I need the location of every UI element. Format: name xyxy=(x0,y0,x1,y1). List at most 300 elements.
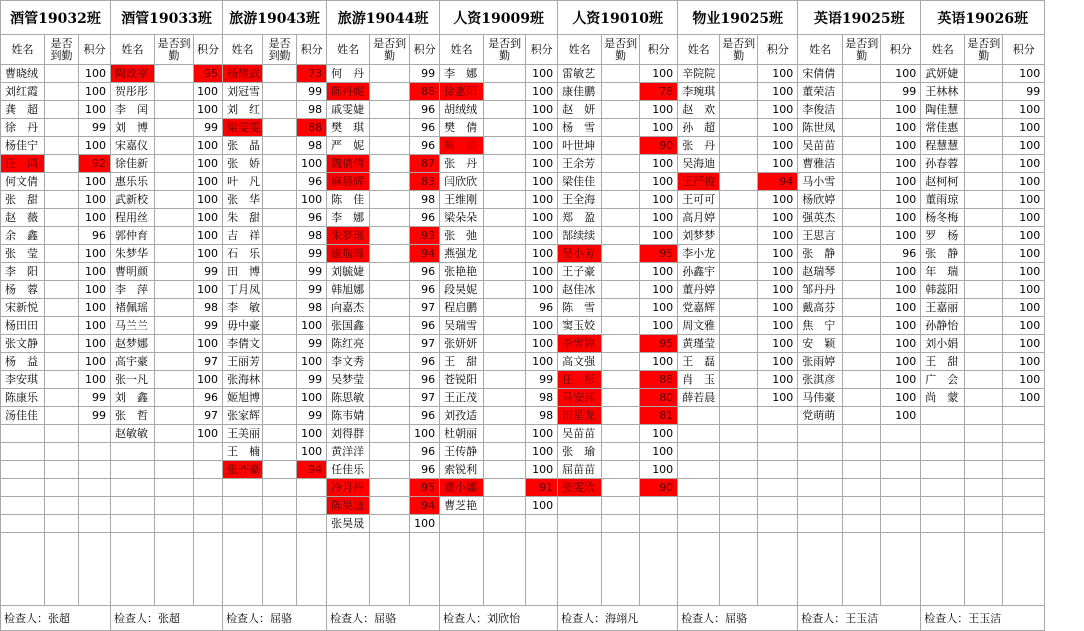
student-name[interactable]: 赵 欢 xyxy=(678,101,720,119)
score-cell[interactable]: 94 xyxy=(410,245,440,263)
student-name[interactable]: 梁雯雯 xyxy=(223,119,263,137)
score-cell[interactable]: 100 xyxy=(758,191,798,209)
student-name[interactable]: 刘得群 xyxy=(327,425,370,443)
score-cell[interactable]: 100 xyxy=(79,83,111,101)
attendance-cell[interactable] xyxy=(263,101,297,119)
student-name[interactable] xyxy=(1,479,45,497)
student-name[interactable]: 刘小娟 xyxy=(921,335,965,353)
score-cell[interactable]: 96 xyxy=(410,317,440,335)
score-cell[interactable]: 100 xyxy=(526,155,558,173)
score-cell[interactable]: 96 xyxy=(79,227,111,245)
attendance-cell[interactable] xyxy=(965,335,1003,353)
score-cell[interactable]: 100 xyxy=(194,281,223,299)
score-cell[interactable]: 99 xyxy=(297,407,327,425)
score-cell[interactable]: 98 xyxy=(194,299,223,317)
student-name[interactable] xyxy=(921,479,965,497)
score-cell[interactable] xyxy=(297,479,327,497)
attendance-cell[interactable] xyxy=(45,263,79,281)
attendance-cell[interactable] xyxy=(155,479,194,497)
score-cell[interactable]: 100 xyxy=(79,299,111,317)
student-name[interactable]: 李小龙 xyxy=(678,245,720,263)
attendance-cell[interactable] xyxy=(720,353,758,371)
student-name[interactable]: 宋嘉仪 xyxy=(111,137,155,155)
student-name[interactable]: 李 闰 xyxy=(111,101,155,119)
attendance-cell[interactable] xyxy=(45,119,79,137)
score-cell[interactable]: 100 xyxy=(1003,263,1045,281)
student-name[interactable]: 向嘉杰 xyxy=(327,299,370,317)
attendance-cell[interactable] xyxy=(602,209,640,227)
score-cell[interactable]: 100 xyxy=(194,191,223,209)
score-cell[interactable]: 100 xyxy=(526,263,558,281)
student-name[interactable] xyxy=(111,479,155,497)
student-name[interactable]: 张 娇 xyxy=(223,155,263,173)
attendance-cell[interactable] xyxy=(965,461,1003,479)
attendance-cell[interactable] xyxy=(45,83,79,101)
attendance-cell[interactable] xyxy=(484,317,526,335)
attendance-cell[interactable] xyxy=(484,155,526,173)
attendance-cell[interactable] xyxy=(720,263,758,281)
student-name[interactable]: 吴瑞雪 xyxy=(440,317,484,335)
attendance-cell[interactable] xyxy=(843,299,881,317)
attendance-cell[interactable] xyxy=(602,497,640,515)
attendance-cell[interactable] xyxy=(263,263,297,281)
student-name[interactable] xyxy=(111,515,155,533)
student-name[interactable]: 刘毓婕 xyxy=(327,263,370,281)
attendance-cell[interactable] xyxy=(155,227,194,245)
attendance-cell[interactable] xyxy=(155,461,194,479)
student-name[interactable]: 韩蕊阳 xyxy=(921,281,965,299)
attendance-cell[interactable] xyxy=(263,461,297,479)
student-name[interactable]: 高宇豪 xyxy=(111,353,155,371)
student-name[interactable] xyxy=(223,479,263,497)
score-cell[interactable] xyxy=(758,407,798,425)
score-cell[interactable]: 97 xyxy=(410,389,440,407)
score-cell[interactable]: 100 xyxy=(1003,137,1045,155)
student-name[interactable]: 赵瑞琴 xyxy=(798,263,843,281)
attendance-cell[interactable] xyxy=(720,299,758,317)
student-name[interactable]: 张 华 xyxy=(223,191,263,209)
score-cell[interactable] xyxy=(640,515,678,533)
attendance-cell[interactable] xyxy=(263,137,297,155)
attendance-cell[interactable] xyxy=(263,389,297,407)
attendance-cell[interactable] xyxy=(965,227,1003,245)
student-name[interactable] xyxy=(798,515,843,533)
student-name[interactable]: 孙静怡 xyxy=(921,317,965,335)
student-name[interactable]: 李俊洁 xyxy=(798,101,843,119)
student-name[interactable]: 吉 祥 xyxy=(223,227,263,245)
student-name[interactable]: 马兰兰 xyxy=(111,317,155,335)
attendance-cell[interactable] xyxy=(965,245,1003,263)
attendance-cell[interactable] xyxy=(484,497,526,515)
attendance-cell[interactable] xyxy=(720,389,758,407)
attendance-cell[interactable] xyxy=(45,173,79,191)
score-cell[interactable]: 100 xyxy=(881,173,921,191)
attendance-cell[interactable] xyxy=(155,497,194,515)
student-name[interactable]: 胡绒绒 xyxy=(440,101,484,119)
score-cell[interactable]: 100 xyxy=(758,317,798,335)
attendance-cell[interactable] xyxy=(602,83,640,101)
score-cell[interactable]: 88 xyxy=(410,83,440,101)
student-name[interactable] xyxy=(223,497,263,515)
attendance-cell[interactable] xyxy=(370,227,410,245)
score-cell[interactable]: 100 xyxy=(881,227,921,245)
attendance-cell[interactable] xyxy=(602,317,640,335)
score-cell[interactable]: 100 xyxy=(1003,371,1045,389)
score-cell[interactable]: 99 xyxy=(297,281,327,299)
student-name[interactable]: 任佳乐 xyxy=(327,461,370,479)
score-cell[interactable]: 100 xyxy=(194,227,223,245)
student-name[interactable]: 肖 玉 xyxy=(678,371,720,389)
student-name[interactable]: 孙春蓉 xyxy=(921,155,965,173)
student-name[interactable]: 李雪婷 xyxy=(558,335,602,353)
student-name[interactable]: 安 颖 xyxy=(798,335,843,353)
attendance-cell[interactable] xyxy=(602,65,640,83)
score-cell[interactable]: 100 xyxy=(881,263,921,281)
score-cell[interactable]: 100 xyxy=(194,173,223,191)
score-cell[interactable]: 100 xyxy=(758,299,798,317)
student-name[interactable]: 张海林 xyxy=(223,371,263,389)
score-cell[interactable]: 95 xyxy=(640,245,678,263)
student-name[interactable] xyxy=(1,425,45,443)
student-name[interactable]: 王 磊 xyxy=(678,353,720,371)
student-name[interactable]: 陈康乐 xyxy=(1,389,45,407)
attendance-cell[interactable] xyxy=(155,317,194,335)
attendance-cell[interactable] xyxy=(720,155,758,173)
student-name[interactable]: 王可可 xyxy=(678,191,720,209)
score-cell[interactable]: 99 xyxy=(297,83,327,101)
student-name[interactable]: 吴苗苗 xyxy=(558,425,602,443)
student-name[interactable]: 董雨琼 xyxy=(921,191,965,209)
score-cell[interactable]: 100 xyxy=(526,281,558,299)
student-name[interactable]: 刘孜适 xyxy=(440,407,484,425)
score-cell[interactable]: 100 xyxy=(758,263,798,281)
student-name[interactable]: 杨欣婷 xyxy=(798,191,843,209)
attendance-cell[interactable] xyxy=(602,101,640,119)
attendance-cell[interactable] xyxy=(45,299,79,317)
score-cell[interactable]: 96 xyxy=(410,443,440,461)
student-name[interactable]: 刘梦梦 xyxy=(678,227,720,245)
attendance-cell[interactable] xyxy=(370,317,410,335)
student-name[interactable]: 宋倩倩 xyxy=(798,65,843,83)
student-name[interactable] xyxy=(678,461,720,479)
score-cell[interactable]: 100 xyxy=(758,281,798,299)
attendance-cell[interactable] xyxy=(45,245,79,263)
score-cell[interactable]: 100 xyxy=(526,317,558,335)
student-name[interactable]: 董丹婷 xyxy=(678,281,720,299)
score-cell[interactable]: 100 xyxy=(194,209,223,227)
student-name[interactable]: 曹芝艳 xyxy=(440,497,484,515)
student-name[interactable]: 赵敏敏 xyxy=(111,425,155,443)
attendance-cell[interactable] xyxy=(484,137,526,155)
score-cell[interactable]: 100 xyxy=(526,335,558,353)
attendance-cell[interactable] xyxy=(484,83,526,101)
score-cell[interactable]: 83 xyxy=(410,173,440,191)
score-cell[interactable]: 99 xyxy=(194,263,223,281)
attendance-cell[interactable] xyxy=(370,461,410,479)
student-name[interactable]: 张家辉 xyxy=(223,407,263,425)
score-cell[interactable]: 100 xyxy=(526,353,558,371)
score-cell[interactable]: 100 xyxy=(758,119,798,137)
attendance-cell[interactable] xyxy=(45,461,79,479)
score-cell[interactable]: 100 xyxy=(881,155,921,173)
student-name[interactable]: 李 阳 xyxy=(1,263,45,281)
attendance-cell[interactable] xyxy=(370,191,410,209)
score-cell[interactable]: 100 xyxy=(758,209,798,227)
score-cell[interactable]: 99 xyxy=(410,65,440,83)
attendance-cell[interactable] xyxy=(263,227,297,245)
score-cell[interactable]: 100 xyxy=(526,425,558,443)
score-cell[interactable]: 92 xyxy=(79,155,111,173)
score-cell[interactable]: 99 xyxy=(1003,83,1045,101)
attendance-cell[interactable] xyxy=(45,155,79,173)
score-cell[interactable]: 100 xyxy=(640,101,678,119)
score-cell[interactable]: 99 xyxy=(79,119,111,137)
score-cell[interactable]: 100 xyxy=(1003,389,1045,407)
student-name[interactable]: 常佳惠 xyxy=(921,119,965,137)
student-name[interactable]: 冷月丹 xyxy=(327,479,370,497)
score-cell[interactable]: 100 xyxy=(640,119,678,137)
student-name[interactable]: 雷敏艺 xyxy=(558,65,602,83)
attendance-cell[interactable] xyxy=(720,245,758,263)
student-name[interactable] xyxy=(798,497,843,515)
attendance-cell[interactable] xyxy=(965,443,1003,461)
attendance-cell[interactable] xyxy=(263,299,297,317)
student-name[interactable]: 张 哲 xyxy=(111,407,155,425)
attendance-cell[interactable] xyxy=(602,353,640,371)
attendance-cell[interactable] xyxy=(484,191,526,209)
attendance-cell[interactable] xyxy=(45,101,79,119)
student-name[interactable]: 索锐利 xyxy=(440,461,484,479)
attendance-cell[interactable] xyxy=(370,425,410,443)
attendance-cell[interactable] xyxy=(263,281,297,299)
student-name[interactable] xyxy=(1,461,45,479)
score-cell[interactable]: 100 xyxy=(758,227,798,245)
student-name[interactable] xyxy=(678,515,720,533)
score-cell[interactable] xyxy=(881,443,921,461)
attendance-cell[interactable] xyxy=(965,209,1003,227)
student-name[interactable]: 王思言 xyxy=(798,227,843,245)
attendance-cell[interactable] xyxy=(263,209,297,227)
attendance-cell[interactable] xyxy=(484,515,526,533)
student-name[interactable]: 曹晓绒 xyxy=(1,65,45,83)
attendance-cell[interactable] xyxy=(602,425,640,443)
student-name[interactable]: 程启鹏 xyxy=(440,299,484,317)
student-name[interactable]: 张 莹 xyxy=(1,245,45,263)
score-cell[interactable]: 100 xyxy=(758,65,798,83)
score-cell[interactable]: 100 xyxy=(79,101,111,119)
attendance-cell[interactable] xyxy=(720,425,758,443)
student-name[interactable]: 樊 琪 xyxy=(327,119,370,137)
score-cell[interactable]: 100 xyxy=(881,389,921,407)
score-cell[interactable]: 99 xyxy=(297,245,327,263)
score-cell[interactable]: 100 xyxy=(881,191,921,209)
attendance-cell[interactable] xyxy=(965,317,1003,335)
score-cell[interactable]: 80 xyxy=(640,389,678,407)
score-cell[interactable]: 99 xyxy=(526,371,558,389)
student-name[interactable]: 杨 蓉 xyxy=(1,281,45,299)
score-cell[interactable] xyxy=(758,443,798,461)
attendance-cell[interactable] xyxy=(484,335,526,353)
attendance-cell[interactable] xyxy=(720,371,758,389)
student-name[interactable]: 李 娜 xyxy=(440,65,484,83)
score-cell[interactable]: 100 xyxy=(881,407,921,425)
student-name[interactable]: 王 楠 xyxy=(223,443,263,461)
attendance-cell[interactable] xyxy=(484,461,526,479)
student-name[interactable]: 刘冠雪 xyxy=(223,83,263,101)
attendance-cell[interactable] xyxy=(263,425,297,443)
student-name[interactable]: 罗 杨 xyxy=(921,227,965,245)
student-name[interactable]: 汤佳佳 xyxy=(1,407,45,425)
attendance-cell[interactable] xyxy=(370,245,410,263)
score-cell[interactable] xyxy=(79,443,111,461)
student-name[interactable]: 何 丹 xyxy=(327,65,370,83)
score-cell[interactable]: 95 xyxy=(194,65,223,83)
attendance-cell[interactable] xyxy=(370,209,410,227)
student-name[interactable]: 赵佳冰 xyxy=(558,281,602,299)
attendance-cell[interactable] xyxy=(965,371,1003,389)
student-name[interactable]: 张雯欣 xyxy=(558,479,602,497)
score-cell[interactable]: 100 xyxy=(297,353,327,371)
attendance-cell[interactable] xyxy=(965,479,1003,497)
score-cell[interactable] xyxy=(758,515,798,533)
attendance-cell[interactable] xyxy=(602,137,640,155)
student-name[interactable]: 董小娜 xyxy=(440,479,484,497)
score-cell[interactable]: 100 xyxy=(758,245,798,263)
score-cell[interactable] xyxy=(1003,479,1045,497)
student-name[interactable]: 朱梦华 xyxy=(111,245,155,263)
student-name[interactable]: 张 静 xyxy=(921,245,965,263)
attendance-cell[interactable] xyxy=(843,425,881,443)
attendance-cell[interactable] xyxy=(602,227,640,245)
score-cell[interactable]: 96 xyxy=(410,209,440,227)
student-name[interactable]: 张一凡 xyxy=(111,371,155,389)
score-cell[interactable]: 100 xyxy=(526,101,558,119)
score-cell[interactable]: 99 xyxy=(194,119,223,137)
attendance-cell[interactable] xyxy=(155,407,194,425)
student-name[interactable] xyxy=(921,515,965,533)
attendance-cell[interactable] xyxy=(263,173,297,191)
attendance-cell[interactable] xyxy=(484,299,526,317)
attendance-cell[interactable] xyxy=(843,137,881,155)
attendance-cell[interactable] xyxy=(602,515,640,533)
score-cell[interactable]: 100 xyxy=(640,281,678,299)
student-name[interactable] xyxy=(798,425,843,443)
score-cell[interactable]: 100 xyxy=(526,83,558,101)
attendance-cell[interactable] xyxy=(720,191,758,209)
attendance-cell[interactable] xyxy=(370,173,410,191)
student-name[interactable]: 杨 雪 xyxy=(558,119,602,137)
student-name[interactable]: 龚 超 xyxy=(1,101,45,119)
score-cell[interactable]: 100 xyxy=(881,101,921,119)
score-cell[interactable]: 100 xyxy=(758,371,798,389)
attendance-cell[interactable] xyxy=(720,407,758,425)
student-name[interactable]: 张国鑫 xyxy=(327,317,370,335)
attendance-cell[interactable] xyxy=(484,425,526,443)
attendance-cell[interactable] xyxy=(843,443,881,461)
student-name[interactable]: 麻晨辉 xyxy=(327,173,370,191)
score-cell[interactable] xyxy=(1003,443,1045,461)
student-name[interactable]: 马小雪 xyxy=(798,173,843,191)
student-name[interactable]: 张 丹 xyxy=(678,137,720,155)
score-cell[interactable]: 100 xyxy=(194,245,223,263)
score-cell[interactable] xyxy=(881,479,921,497)
attendance-cell[interactable] xyxy=(965,389,1003,407)
score-cell[interactable] xyxy=(194,461,223,479)
score-cell[interactable]: 96 xyxy=(410,263,440,281)
attendance-cell[interactable] xyxy=(720,173,758,191)
student-name[interactable]: 严 妮 xyxy=(327,137,370,155)
score-cell[interactable]: 100 xyxy=(79,191,111,209)
attendance-cell[interactable] xyxy=(155,83,194,101)
attendance-cell[interactable] xyxy=(484,353,526,371)
attendance-cell[interactable] xyxy=(720,137,758,155)
score-cell[interactable]: 100 xyxy=(79,353,111,371)
score-cell[interactable]: 100 xyxy=(881,281,921,299)
attendance-cell[interactable] xyxy=(720,461,758,479)
student-name[interactable]: 陈世凤 xyxy=(798,119,843,137)
student-name[interactable]: 姬旭博 xyxy=(223,389,263,407)
student-name[interactable]: 黄瑾莹 xyxy=(678,335,720,353)
student-name[interactable]: 毋中豪 xyxy=(223,317,263,335)
attendance-cell[interactable] xyxy=(843,263,881,281)
attendance-cell[interactable] xyxy=(843,479,881,497)
attendance-cell[interactable] xyxy=(484,227,526,245)
attendance-cell[interactable] xyxy=(602,371,640,389)
attendance-cell[interactable] xyxy=(843,119,881,137)
student-name[interactable]: 广 会 xyxy=(921,371,965,389)
student-name[interactable]: 褚佩瑶 xyxy=(111,299,155,317)
attendance-cell[interactable] xyxy=(843,353,881,371)
student-name[interactable]: 张 静 xyxy=(798,245,843,263)
attendance-cell[interactable] xyxy=(602,335,640,353)
score-cell[interactable]: 100 xyxy=(526,137,558,155)
attendance-cell[interactable] xyxy=(602,173,640,191)
attendance-cell[interactable] xyxy=(263,443,297,461)
attendance-cell[interactable] xyxy=(263,317,297,335)
attendance-cell[interactable] xyxy=(965,425,1003,443)
attendance-cell[interactable] xyxy=(263,65,297,83)
student-name[interactable]: 吴梦莹 xyxy=(327,371,370,389)
score-cell[interactable]: 99 xyxy=(297,371,327,389)
score-cell[interactable] xyxy=(79,515,111,533)
student-name[interactable]: 焦 宁 xyxy=(798,317,843,335)
student-name[interactable]: 李 敏 xyxy=(223,299,263,317)
student-name[interactable] xyxy=(440,515,484,533)
student-name[interactable]: 丁月凤 xyxy=(223,281,263,299)
student-name[interactable]: 魏倩倩 xyxy=(327,155,370,173)
score-cell[interactable]: 100 xyxy=(640,65,678,83)
score-cell[interactable]: 100 xyxy=(297,317,327,335)
attendance-cell[interactable] xyxy=(484,263,526,281)
attendance-cell[interactable] xyxy=(155,371,194,389)
attendance-cell[interactable] xyxy=(965,353,1003,371)
attendance-cell[interactable] xyxy=(263,335,297,353)
student-name[interactable] xyxy=(111,461,155,479)
student-name[interactable]: 张艳艳 xyxy=(440,263,484,281)
attendance-cell[interactable] xyxy=(45,317,79,335)
student-name[interactable]: 周文雅 xyxy=(678,317,720,335)
student-name[interactable]: 张昊晟 xyxy=(327,515,370,533)
student-name[interactable]: 周 帅 xyxy=(440,137,484,155)
attendance-cell[interactable] xyxy=(484,281,526,299)
student-name[interactable]: 程慧慧 xyxy=(921,137,965,155)
attendance-cell[interactable] xyxy=(843,371,881,389)
score-cell[interactable]: 100 xyxy=(194,155,223,173)
attendance-cell[interactable] xyxy=(965,65,1003,83)
student-name[interactable]: 吴小芳 xyxy=(558,245,602,263)
attendance-cell[interactable] xyxy=(965,515,1003,533)
attendance-cell[interactable] xyxy=(965,191,1003,209)
